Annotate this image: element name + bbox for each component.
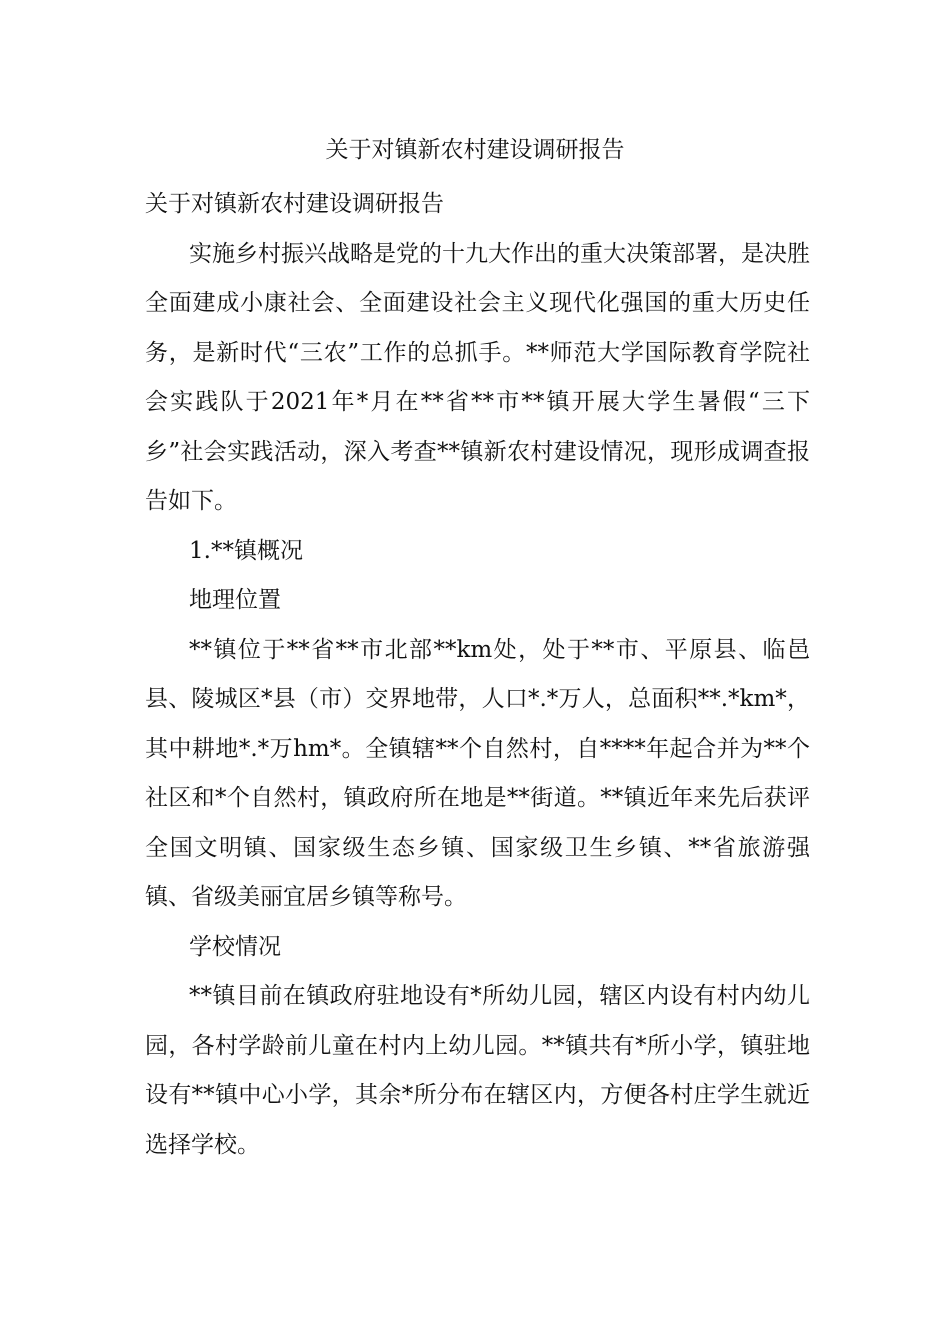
subheading-geography: 地理位置 bbox=[189, 587, 281, 613]
document-subtitle: 关于对镇新农村建设调研报告 bbox=[145, 191, 444, 217]
section-heading-overview: 1.**镇概况 bbox=[189, 537, 303, 564]
intro-paragraph: 实施乡村振兴战略是党的十九大作出的重大决策部署，是决胜全面建成小康社会、全面建设社会主义现代化强国的重大历史任务，是新时代“三农”工作的总抓手。**师范大学国际教育学院社会实践队于2021年*月在**省**市**镇开展大学生暑假“三下乡”社会实践活动，深入考查**镇新农村建设情况，现形成调查报告如下。 bbox=[145, 240, 810, 514]
schools-paragraph: **镇目前在镇政府驻地设有*所幼儿园，辖区内设有村内幼儿园，各村学龄前儿童在村内上幼儿园。**镇共有*所小学，镇驻地设有**镇中心小学，其余*所分布在辖区内，方便各村庄学生就近选择学校。 bbox=[145, 983, 810, 1158]
document-title: 关于对镇新农村建设调研报告 bbox=[325, 137, 625, 163]
geography-paragraph: **镇位于**省**市北部**km处，处于**市、平原县、临邑县、陵城区*县（市）交界地带，人口*.*万人，总面积**.*km*，其中耕地*.*万hm*。全镇辖**个自然村，自****年起合并为**个社区和*个自然村，镇政府所在地是**街道。**镇近年来先后获评全国文明镇、国家级生态乡镇、国家级卫生乡镇、**省旅游强镇、省级美丽宜居乡镇等称号。 bbox=[145, 636, 810, 910]
document-body bbox=[145, 180, 810, 1170]
subheading-schools: 学校情况 bbox=[189, 933, 281, 960]
